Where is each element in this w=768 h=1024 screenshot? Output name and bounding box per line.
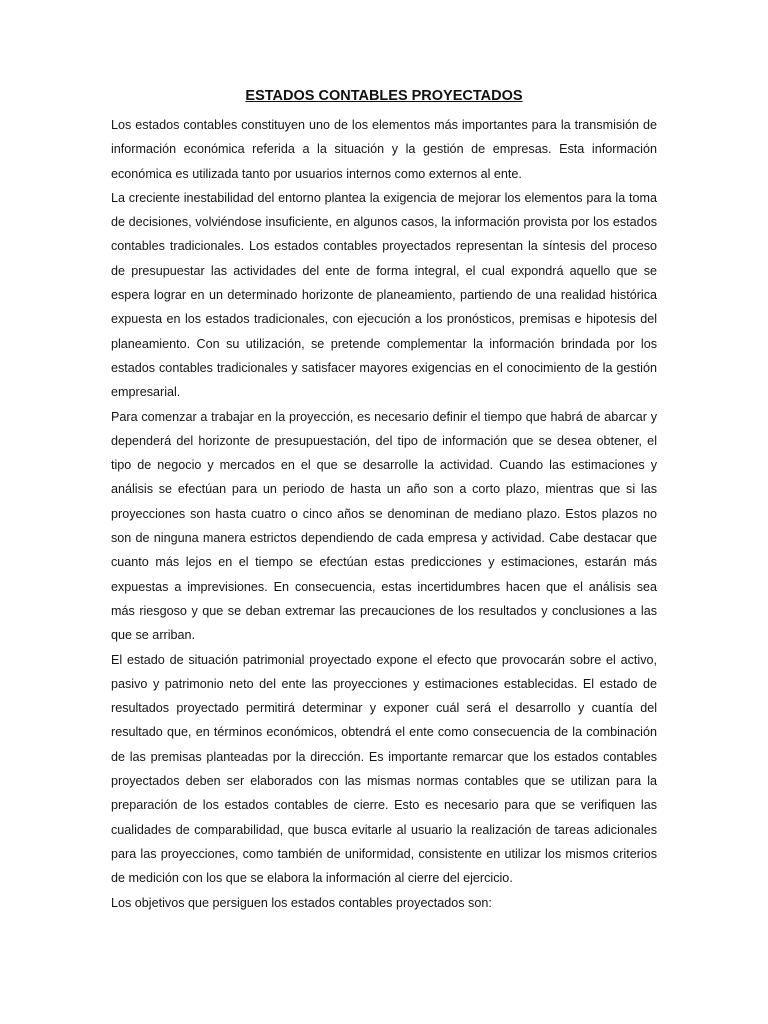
document-title: ESTADOS CONTABLES PROYECTADOS — [245, 88, 523, 104]
paragraph-projection-horizon: Para comenzar a trabajar en la proyección, es necesario definir el tiempo que habrá de abarcar y dependerá del horizonte de presupuestación, del tipo de información que se desea obtener, el tipo de negocio y mercados en el que se desarrolle la actividad. Cuando las estimaciones y análisis se efectúan para un periodo de hasta un año son a corto plazo, mientras que si las proyecciones son hasta cuatro o cinco años se denominan de mediano plazo. Estos plazos no son de ninguna manera estrictos dependiendo de cada empresa y actividad. Cabe destacar que cuanto más lejos en el tiempo se efectúan estas predicciones y estimaciones, estarán más expuestas a imprevisiones. En consecuencia, estas incertidumbres hacen que el análisis sea más riesgoso y que se deban extremar las precauciones de los resultados y conclusiones a las que se arriban. — [111, 409, 657, 643]
paragraph-context: La creciente inestabilidad del entorno plantea la exigencia de mejorar los elementos para la toma de decisiones, volviéndose insuficiente, en algunos casos, la información provista por los estados contables tradicionales. Los estados contables proyectados representan la síntesis del proceso de presupuestar las actividades del ente de forma integral, el cual expondrá aquello que se espera lograr en un determinado horizonte de planeamiento, partiendo de una realidad histórica expuesta en los estados tradicionales, con ejecución a los pronósticos, premisas e hipotesis del planeamiento. Con su utilización, se pretende complementar la información brindada por los estados contables tradicionales y satisfacer mayores exigencias en el conocimiento de la gestión empresarial. — [111, 190, 657, 400]
paragraph-financial-statements: El estado de situación patrimonial proyectado expone el efecto que provocarán sobre el activo, pasivo y patrimonio neto del ente las proyecciones y estimaciones establecidas. El estado de resultados proyectado permitirá determinar y exponer cuál será el desarrollo y cuantía del resultado que, en términos económicos, obtendrá el ente como consecuencia de la combinación de las premisas planteadas por la dirección. Es importante remarcar que los estados contables proyectados deben ser elaborados con las mismas normas contables que se utilizan para la preparación de los estados contables de cierre. Esto es necesario para que se verifiquen las cualidades de comparabilidad, que busca evitarle al usuario la realización de tareas adicionales para las proyecciones, como también de uniformidad, consistente en utilizar los mismos criterios de medición con los que se elabora la información al cierre del ejercicio. — [111, 652, 657, 886]
document-body — [111, 113, 657, 915]
paragraph-objectives-lead: Los objetivos que persiguen los estados contables proyectados son: — [111, 895, 492, 910]
paragraph-intro: Los estados contables constituyen uno de los elementos más importantes para la transmisión de información económica referida a la situación y la gestión de empresas. Esta información económica es utilizada tanto por usuarios internos como externos al ente. — [111, 118, 657, 181]
